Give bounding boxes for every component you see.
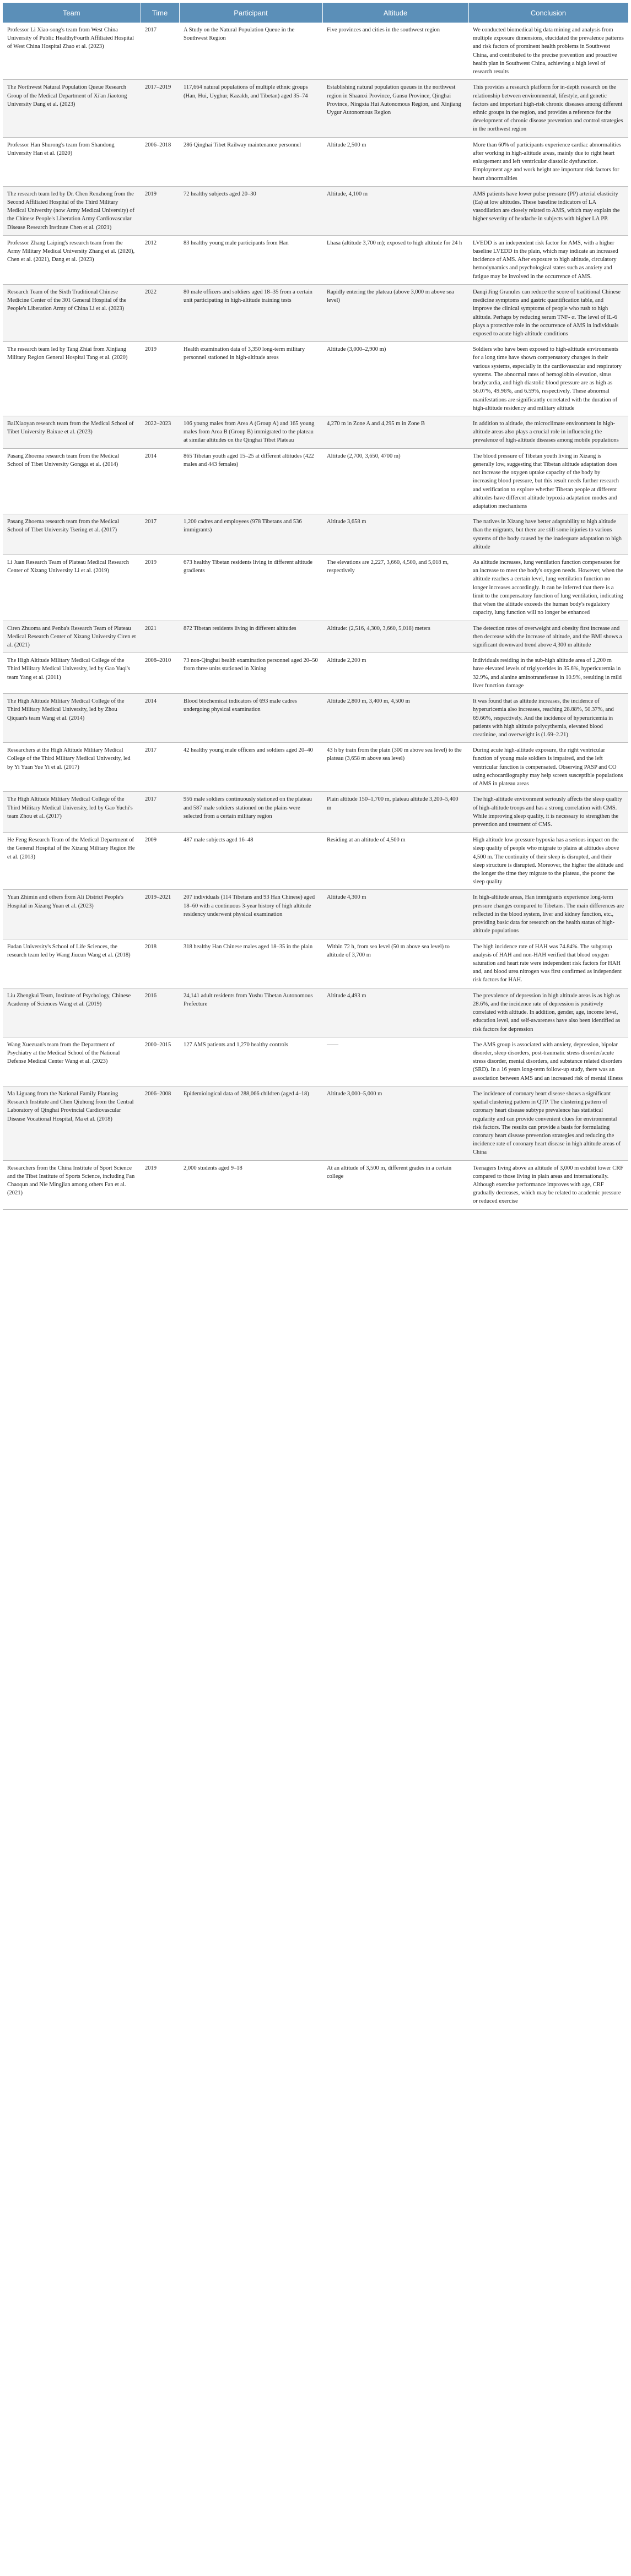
cell-team: The High Altitude Military Medical College of the Third Military Medical University, led by Zhou Qiquan's team Wang et al. (2014) xyxy=(3,694,141,743)
cell-time: 2017 xyxy=(141,23,179,80)
table-row xyxy=(3,694,628,743)
table-row xyxy=(3,137,628,186)
cell-participant: 673 healthy Tibetan residents living in different altitude gradients xyxy=(179,555,322,621)
table-row xyxy=(3,939,628,988)
table-row xyxy=(3,514,628,555)
cell-participant: 487 male subjects aged 16–48 xyxy=(179,833,322,890)
cell-altitude: Altitude: (2,516, 4,300, 3,660, 5,018) meters xyxy=(322,621,468,653)
cell-altitude: Altitude (3,000–2,900 m) xyxy=(322,342,468,416)
cell-time: 2019 xyxy=(141,342,179,416)
cell-team: Liu Zhengkui Team, Institute of Psychology, Chinese Academy of Sciences Wang et al. (2019) xyxy=(3,988,141,1037)
header-conclusion: Conclusion xyxy=(468,3,628,23)
cell-team: The research team led by Tang Zhiai from Xinjiang Military Region General Hospital Tang et al. (2020) xyxy=(3,342,141,416)
cell-time: 2018 xyxy=(141,939,179,988)
table-row xyxy=(3,23,628,80)
table-row xyxy=(3,555,628,621)
cell-participant: 865 Tibetan youth aged 15–25 at different altitudes (422 males and 443 females) xyxy=(179,448,322,514)
cell-time: 2008–2010 xyxy=(141,653,179,694)
cell-participant: 106 young males from Area A (Group A) and 165 young males from Area B (Group B) immigrated to the plateau at similar altitudes on the Qinghai Tibet Plateau xyxy=(179,416,322,448)
cell-conclusion: We conducted biomedical big data mining and analysis from multiple exposure dimensions, elucidated the prevalence patterns and risk factors of prominent health problems in Southwest China, and contributed to the precise prevention and proactive health plan in Southwest China, achieving a high level of research results xyxy=(468,23,628,80)
table-row xyxy=(3,743,628,792)
table-row xyxy=(3,988,628,1037)
cell-conclusion: Teenagers living above an altitude of 3,000 m exhibit lower CRF compared to those living in plain areas and internationally. Although exercise performance improves with age, CRF gradually decreases, which may be related to academic pressure or reduced exercise xyxy=(468,1160,628,1209)
cell-altitude: 43 h by train from the plain (300 m above sea level) to the plateau (3,658 m above sea level) xyxy=(322,743,468,792)
cell-time: 2019 xyxy=(141,186,179,235)
cell-altitude: Altitude 4,493 m xyxy=(322,988,468,1037)
cell-conclusion: In high-altitude areas, Han immigrants experience long-term pressure changes compared to Tibetans. The main differences are reflected in the blood system, liver and kidney function, etc., providing basic data for research on the health status of high-altitude populations xyxy=(468,890,628,939)
cell-team: Li Juan Research Team of Plateau Medical Research Center of Xizang University Li et al. (2019) xyxy=(3,555,141,621)
table-row xyxy=(3,342,628,416)
table-row xyxy=(3,621,628,653)
cell-conclusion: It was found that as altitude increases, the incidence of hyperuricemia also increases, reaching 28.88%, 50.37%, and 69.66%, respectively. And the incidence of hyperuricemia in patients with high altitude polycythemia, elevated blood creatinine, and overweight is (1.69–2.21) xyxy=(468,694,628,743)
cell-conclusion: Individuals residing in the sub-high altitude area of 2,200 m have elevated levels of triglycerides in 35.6%, hypericuremia in 32.9%, and alanine aminotransferase in 10.9%, resulting in mild liver function damage xyxy=(468,653,628,694)
header-altitude: Altitude xyxy=(322,3,468,23)
table-row xyxy=(3,1086,628,1160)
cell-altitude: At an altitude of 3,500 m, different grades in a certain college xyxy=(322,1160,468,1209)
cell-time: 2006–2018 xyxy=(141,137,179,186)
cell-team: Professor Li Xiao-song's team from West China University of Public HealthyFourth Affiliated Hospital of West China Hospital Zhao et al. (2023) xyxy=(3,23,141,80)
cell-conclusion: The high-altitude environment seriously affects the sleep quality of high-altitude troops and has a strong correlation with CMS. While improving sleep quality, it is necessary to strengthen the prevention and treatment of CMS. xyxy=(468,792,628,833)
cell-conclusion: The incidence of coronary heart disease shows a significant spatial clustering pattern in QTP. The clustering pattern of coronary heart disease subtype prevalence has statistical regularity and can provide convenient clues for environmental risk factors. The results can provide a basis for formulating coronary heart disease prevention strategies and reducing the incidence rate of coronary heart disease in high altitude areas of China xyxy=(468,1086,628,1160)
cell-altitude: Altitude 2,200 m xyxy=(322,653,468,694)
cell-time: 2017 xyxy=(141,514,179,555)
cell-participant: 286 Qinghai Tibet Railway maintenance personnel xyxy=(179,137,322,186)
cell-team: Pasang Zhoema research team from the Medical School of Tibet University Tsering et al. (2017) xyxy=(3,514,141,555)
cell-time: 2006–2008 xyxy=(141,1086,179,1160)
cell-team: BaiXiaoyan research team from the Medical School of Tibet University Baixue et al. (2023) xyxy=(3,416,141,448)
table-row xyxy=(3,792,628,833)
cell-altitude: The elevations are 2,227, 3,660, 4,500, and 5,018 m, respectively xyxy=(322,555,468,621)
cell-time: 2019 xyxy=(141,555,179,621)
table-row xyxy=(3,833,628,890)
table-row xyxy=(3,1037,628,1086)
cell-participant: 318 healthy Han Chinese males aged 18–35 in the plain xyxy=(179,939,322,988)
cell-time: 2022–2023 xyxy=(141,416,179,448)
cell-team: Researchers from the China Institute of Sport Science and the Tibet Institute of Sports Science, including Fan Chaoqun and Nie Mingjian among others Fan et al. (2021) xyxy=(3,1160,141,1209)
cell-team: Professor Han Shurong's team from Shandong University Han et al. (2020) xyxy=(3,137,141,186)
cell-conclusion: Soldiers who have been exposed to high-altitude environments for a long time have shown compensatory changes in their various systems, especially in the cardiovascular and respiratory systems. The abnormal rates of hemoglobin elevation, sinus bradycardia, and high diastolic blood pressure are as high as 56.07%, 49.96%, and 6.59%, respectively. These abnormal manifestations are significantly correlated with the duration of high-altitude residency and military altitude xyxy=(468,342,628,416)
cell-time: 2019–2021 xyxy=(141,890,179,939)
cell-altitude: Altitude 3,000–5,000 m xyxy=(322,1086,468,1160)
cell-time: 2014 xyxy=(141,694,179,743)
cell-conclusion: The blood pressure of Tibetan youth living in Xizang is generally low, suggesting that Tibetan altitude adaptation does not increase the oxygen uptake capacity of the body by increasing blood pressure, but this result needs further research and verification to explore whether Tibetan people at different altitudes have different altitude hypoxia adaptation modes and adaptation mechanisms xyxy=(468,448,628,514)
cell-time: 2021 xyxy=(141,621,179,653)
cell-team: The High Altitude Military Medical College of the Third Military Medical University, led by Gao Yuchi's team Zhou et al. (2017) xyxy=(3,792,141,833)
cell-team: Ma Liguang from the National Family Planning Research Institute and Chen Qiuhong from the Central Laboratory of Qinghai Provincial Cardiovascular Disease Vocational Hospital, Ma et al. (2018) xyxy=(3,1086,141,1160)
cell-participant: Epidemiological data of 288,066 children (aged 4–18) xyxy=(179,1086,322,1160)
cell-team: He Feng Research Team of the Medical Department of the General Hospital of the Xizang Military Region He et al. (2013) xyxy=(3,833,141,890)
table-row xyxy=(3,653,628,694)
table-row xyxy=(3,186,628,235)
cell-participant: 24,141 adult residents from Yushu Tibetan Autonomous Prefecture xyxy=(179,988,322,1037)
cell-altitude: Altitude (2,700, 3,650, 4700 m) xyxy=(322,448,468,514)
cell-team: Professor Zhang Laiping's research team from the Army Military Medical University Zhang et al. (2020), Chen et al. (2021), Dang et al. (2023) xyxy=(3,235,141,284)
cell-time: 2009 xyxy=(141,833,179,890)
cell-altitude: Establishing natural population queues in the northwest region in Shaanxi Province, Gansu Province, Qinghai Province, Ningxia Hui Autonomous Region, and Xinjiang Uygur Autonomous Region xyxy=(322,80,468,137)
cell-altitude: Residing at an altitude of 4,500 m xyxy=(322,833,468,890)
cell-participant: 207 individuals (114 Tibetans and 93 Han Chinese) aged 18–60 with a continuous 3-year history of high altitude residency underwent physical examination xyxy=(179,890,322,939)
cell-conclusion: In addition to altitude, the microclimate environment in high-altitude areas also plays a crucial role in influencing the prevalence of high-altitude diseases among mobile populations xyxy=(468,416,628,448)
cell-time: 2019 xyxy=(141,1160,179,1209)
cell-time: 2017 xyxy=(141,743,179,792)
cell-altitude: Altitude 4,300 m xyxy=(322,890,468,939)
research-table xyxy=(3,3,629,1210)
cell-conclusion: High altitude low-pressure hypoxia has a serious impact on the sleep quality of people who migrate to plains at altitudes above 4,500 m. The continuity of their sleep is disrupted, and their sleep structure is disrupted. Moreover, the higher the altitude and the longer the time they migrate to the plateau, the poorer the sleep quality xyxy=(468,833,628,890)
cell-participant: Health examination data of 3,350 long-term military personnel stationed in high-altitude areas xyxy=(179,342,322,416)
cell-team: Pasang Zhoema research team from the Medical School of Tibet University Gongga et al. (2014) xyxy=(3,448,141,514)
cell-team: Ciren Zhuoma and Penba's Research Team of Plateau Medical Research Center of Xizang University Ciren et al. (2021) xyxy=(3,621,141,653)
cell-team: The Northwest Natural Population Queue Research Group of the Medical Department of Xi'an Jiaotong University Dang et al. (2023) xyxy=(3,80,141,137)
cell-conclusion: During acute high-altitude exposure, the right ventricular function of young male soldiers is impaired, and the left ventricular function is compensated. Observing PASP and CO using echocardiography may help screen susceptible populations of AMS in plateau areas xyxy=(468,743,628,792)
cell-altitude: Five provinces and cities in the southwest region xyxy=(322,23,468,80)
cell-altitude: —— xyxy=(322,1037,468,1086)
table-body xyxy=(3,23,628,1209)
cell-conclusion: The prevalence of depression in high altitude areas is as high as 28.6%, and the incidence rate of depression is positively correlated with altitude. In addition, gender, age, income level, education level, and self-awareness have also been identified as risk factors for depression xyxy=(468,988,628,1037)
cell-time: 2016 xyxy=(141,988,179,1037)
cell-conclusion: The AMS group is associated with anxiety, depression, bipolar disorder, sleep disorders, post-traumatic stress disorder/acute stress disorder, mental disorders, and substance related disorders (SRD). In a 16 years long-term follow-up study, there was an association between AMS and an increased risk of mental illness xyxy=(468,1037,628,1086)
header-time: Time xyxy=(141,3,179,23)
cell-altitude: Altitude 2,500 m xyxy=(322,137,468,186)
cell-time: 2022 xyxy=(141,284,179,341)
table-row xyxy=(3,80,628,137)
cell-participant: 956 male soldiers continuously stationed on the plateau and 587 male soldiers stationed on the plains were selected from a certain military region xyxy=(179,792,322,833)
cell-participant: Blood biochemical indicators of 693 male cadres undergoing physical examination xyxy=(179,694,322,743)
cell-team: Researchers at the High Altitude Military Medical College of the Third Military Medical University, led by Yi Yuan Yue Yi et al. (2017) xyxy=(3,743,141,792)
cell-participant: 72 healthy subjects aged 20–30 xyxy=(179,186,322,235)
cell-conclusion: The high incidence rate of HAH was 74.84%. The subgroup analysis of HAH and non-HAH verified that blood oxygen saturation and heart rate were independent risk factors for HAH and, and blood urea nitrogen was first confirmed as independent risk factors for HAH. xyxy=(468,939,628,988)
table-row xyxy=(3,416,628,448)
cell-conclusion: The natives in Xizang have better adaptability to high altitude than the migrants, but there are still some injuries to various systems of the body caused by the inadequate adaptation to high altitude xyxy=(468,514,628,555)
cell-time: 2017 xyxy=(141,792,179,833)
cell-time: 2000–2015 xyxy=(141,1037,179,1086)
cell-altitude: Lhasa (altitude 3,700 m); exposed to high altitude for 24 h xyxy=(322,235,468,284)
cell-conclusion: Danqi Jing Granules can reduce the score of traditional Chinese medicine symptoms and gastric quantification table, and improve the clinical symptoms of people who rush to high altitude. Perhaps by reducing serum TNF- α. The level of IL-6 plays a protective role in the occurrence of AMS in individuals exposed to acute high-altitude conditions xyxy=(468,284,628,341)
cell-altitude: Altitude 3,658 m xyxy=(322,514,468,555)
table-row xyxy=(3,1160,628,1209)
cell-participant: A Study on the Natural Population Queue in the Southwest Region xyxy=(179,23,322,80)
cell-team: The High Altitude Military Medical College of the Third Military Medical University, led by Gao Yuqi's team Yang et al. (2011) xyxy=(3,653,141,694)
cell-conclusion: This provides a research platform for in-depth research on the relationship between environmental, lifestyle, and genetic factors and important high-risk chronic diseases among different ethnic groups in the region, and provides a reference for the development of chronic disease prevention and control strategies in the northwest region xyxy=(468,80,628,137)
cell-participant: 83 healthy young male participants from Han xyxy=(179,235,322,284)
cell-team: Wang Xuezuan's team from the Department of Psychiatry at the Medical School of the National Defense Medical Center Wang et al. (2023) xyxy=(3,1037,141,1086)
table-row xyxy=(3,235,628,284)
table-row xyxy=(3,448,628,514)
cell-participant: 73 non-Qinghai health examination personnel aged 20–50 from three units stationed in Xining xyxy=(179,653,322,694)
cell-altitude: Rapidly entering the plateau (above 3,000 m above sea level) xyxy=(322,284,468,341)
cell-participant: 80 male officers and soldiers aged 18–35 from a certain unit participating in high-altitude training tests xyxy=(179,284,322,341)
cell-conclusion: LVEDD is an independent risk factor for AMS, with a higher baseline LVEDD in the plain, which may indicate an increased incidence of AMS. After exposure to high altitude, circulatory hemodynamics and psychological states such as anxiety and fatigue may be involved in the occurrence of AMS. xyxy=(468,235,628,284)
cell-participant: 42 healthy young male officers and soldiers aged 20–40 xyxy=(179,743,322,792)
cell-conclusion: The detection rates of overweight and obesity first increase and then decrease with the increase of altitude, and the BMI shows a significant downward trend above 4,300 m altitude xyxy=(468,621,628,653)
cell-altitude: 4,270 m in Zone A and 4,295 m in Zone B xyxy=(322,416,468,448)
cell-team: The research team led by Dr. Chen Renzhong from the Second Affiliated Hospital of the Third Military Medical University (now Army Medical University) of the Chinese People's Liberation Army Cardiovascular Disease Research Institute Chen et al. (2021) xyxy=(3,186,141,235)
header-team: Team xyxy=(3,3,141,23)
cell-team: Yuan Zhimin and others from Ali District People's Hospital in Xizang Yuan et al. (2023) xyxy=(3,890,141,939)
cell-time: 2012 xyxy=(141,235,179,284)
table-header xyxy=(3,3,628,23)
cell-altitude: Within 72 h, from sea level (50 m above sea level) to altitude of 3,700 m xyxy=(322,939,468,988)
cell-altitude: Altitude, 4,100 m xyxy=(322,186,468,235)
table-row xyxy=(3,890,628,939)
cell-participant: 117,664 natural populations of multiple ethnic groups (Han, Hui, Uyghur, Kazakh, and Tibetan) aged 35–74 xyxy=(179,80,322,137)
cell-altitude: Plain altitude 150–1,700 m, plateau altitude 3,200–5,400 m xyxy=(322,792,468,833)
cell-participant: 872 Tibetan residents living in different altitudes xyxy=(179,621,322,653)
cell-participant: 127 AMS patients and 1,270 healthy controls xyxy=(179,1037,322,1086)
cell-team: Research Team of the Sixth Traditional Chinese Medicine Center of the 301 General Hospital of the People's Liberation Army of China Li et al. (2023) xyxy=(3,284,141,341)
cell-participant: 1,200 cadres and employees (978 Tibetans and 536 immigrants) xyxy=(179,514,322,555)
cell-conclusion: AMS patients have lower pulse pressure (PP) arterial elasticity (Ea) at low altitudes. These baseline indicators of LA vasodilation are closely related to AMS, which may explain the higher severity of headache in subjects with higher LA PP. xyxy=(468,186,628,235)
cell-participant: 2,000 students aged 9–18 xyxy=(179,1160,322,1209)
header-participant: Participant xyxy=(179,3,322,23)
cell-time: 2017–2019 xyxy=(141,80,179,137)
cell-conclusion: More than 60% of participants experience cardiac abnormalities after working in high-altitude areas, mainly due to right heart enlargement and left ventricular diastolic dysfunction. Employment age and work height are important risk factors for heart abnormalities xyxy=(468,137,628,186)
table-row xyxy=(3,284,628,341)
cell-team: Fudan University's School of Life Sciences, the research team led by Wang Jiucun Wang et al. (2018) xyxy=(3,939,141,988)
cell-time: 2014 xyxy=(141,448,179,514)
cell-conclusion: As altitude increases, lung ventilation function compensates for an increase to meet the body's oxygen needs. However, when the altitude reaches a certain level, lung ventilation function no longer increases accordingly. It can be inferred that there is a limit to the compensatory function of lung ventilation, indicating that when the altitude exceeds the human body's regulatory capacity, lung function will no longer be enhanced xyxy=(468,555,628,621)
cell-altitude: Altitude 2,800 m, 3,400 m, 4,500 m xyxy=(322,694,468,743)
